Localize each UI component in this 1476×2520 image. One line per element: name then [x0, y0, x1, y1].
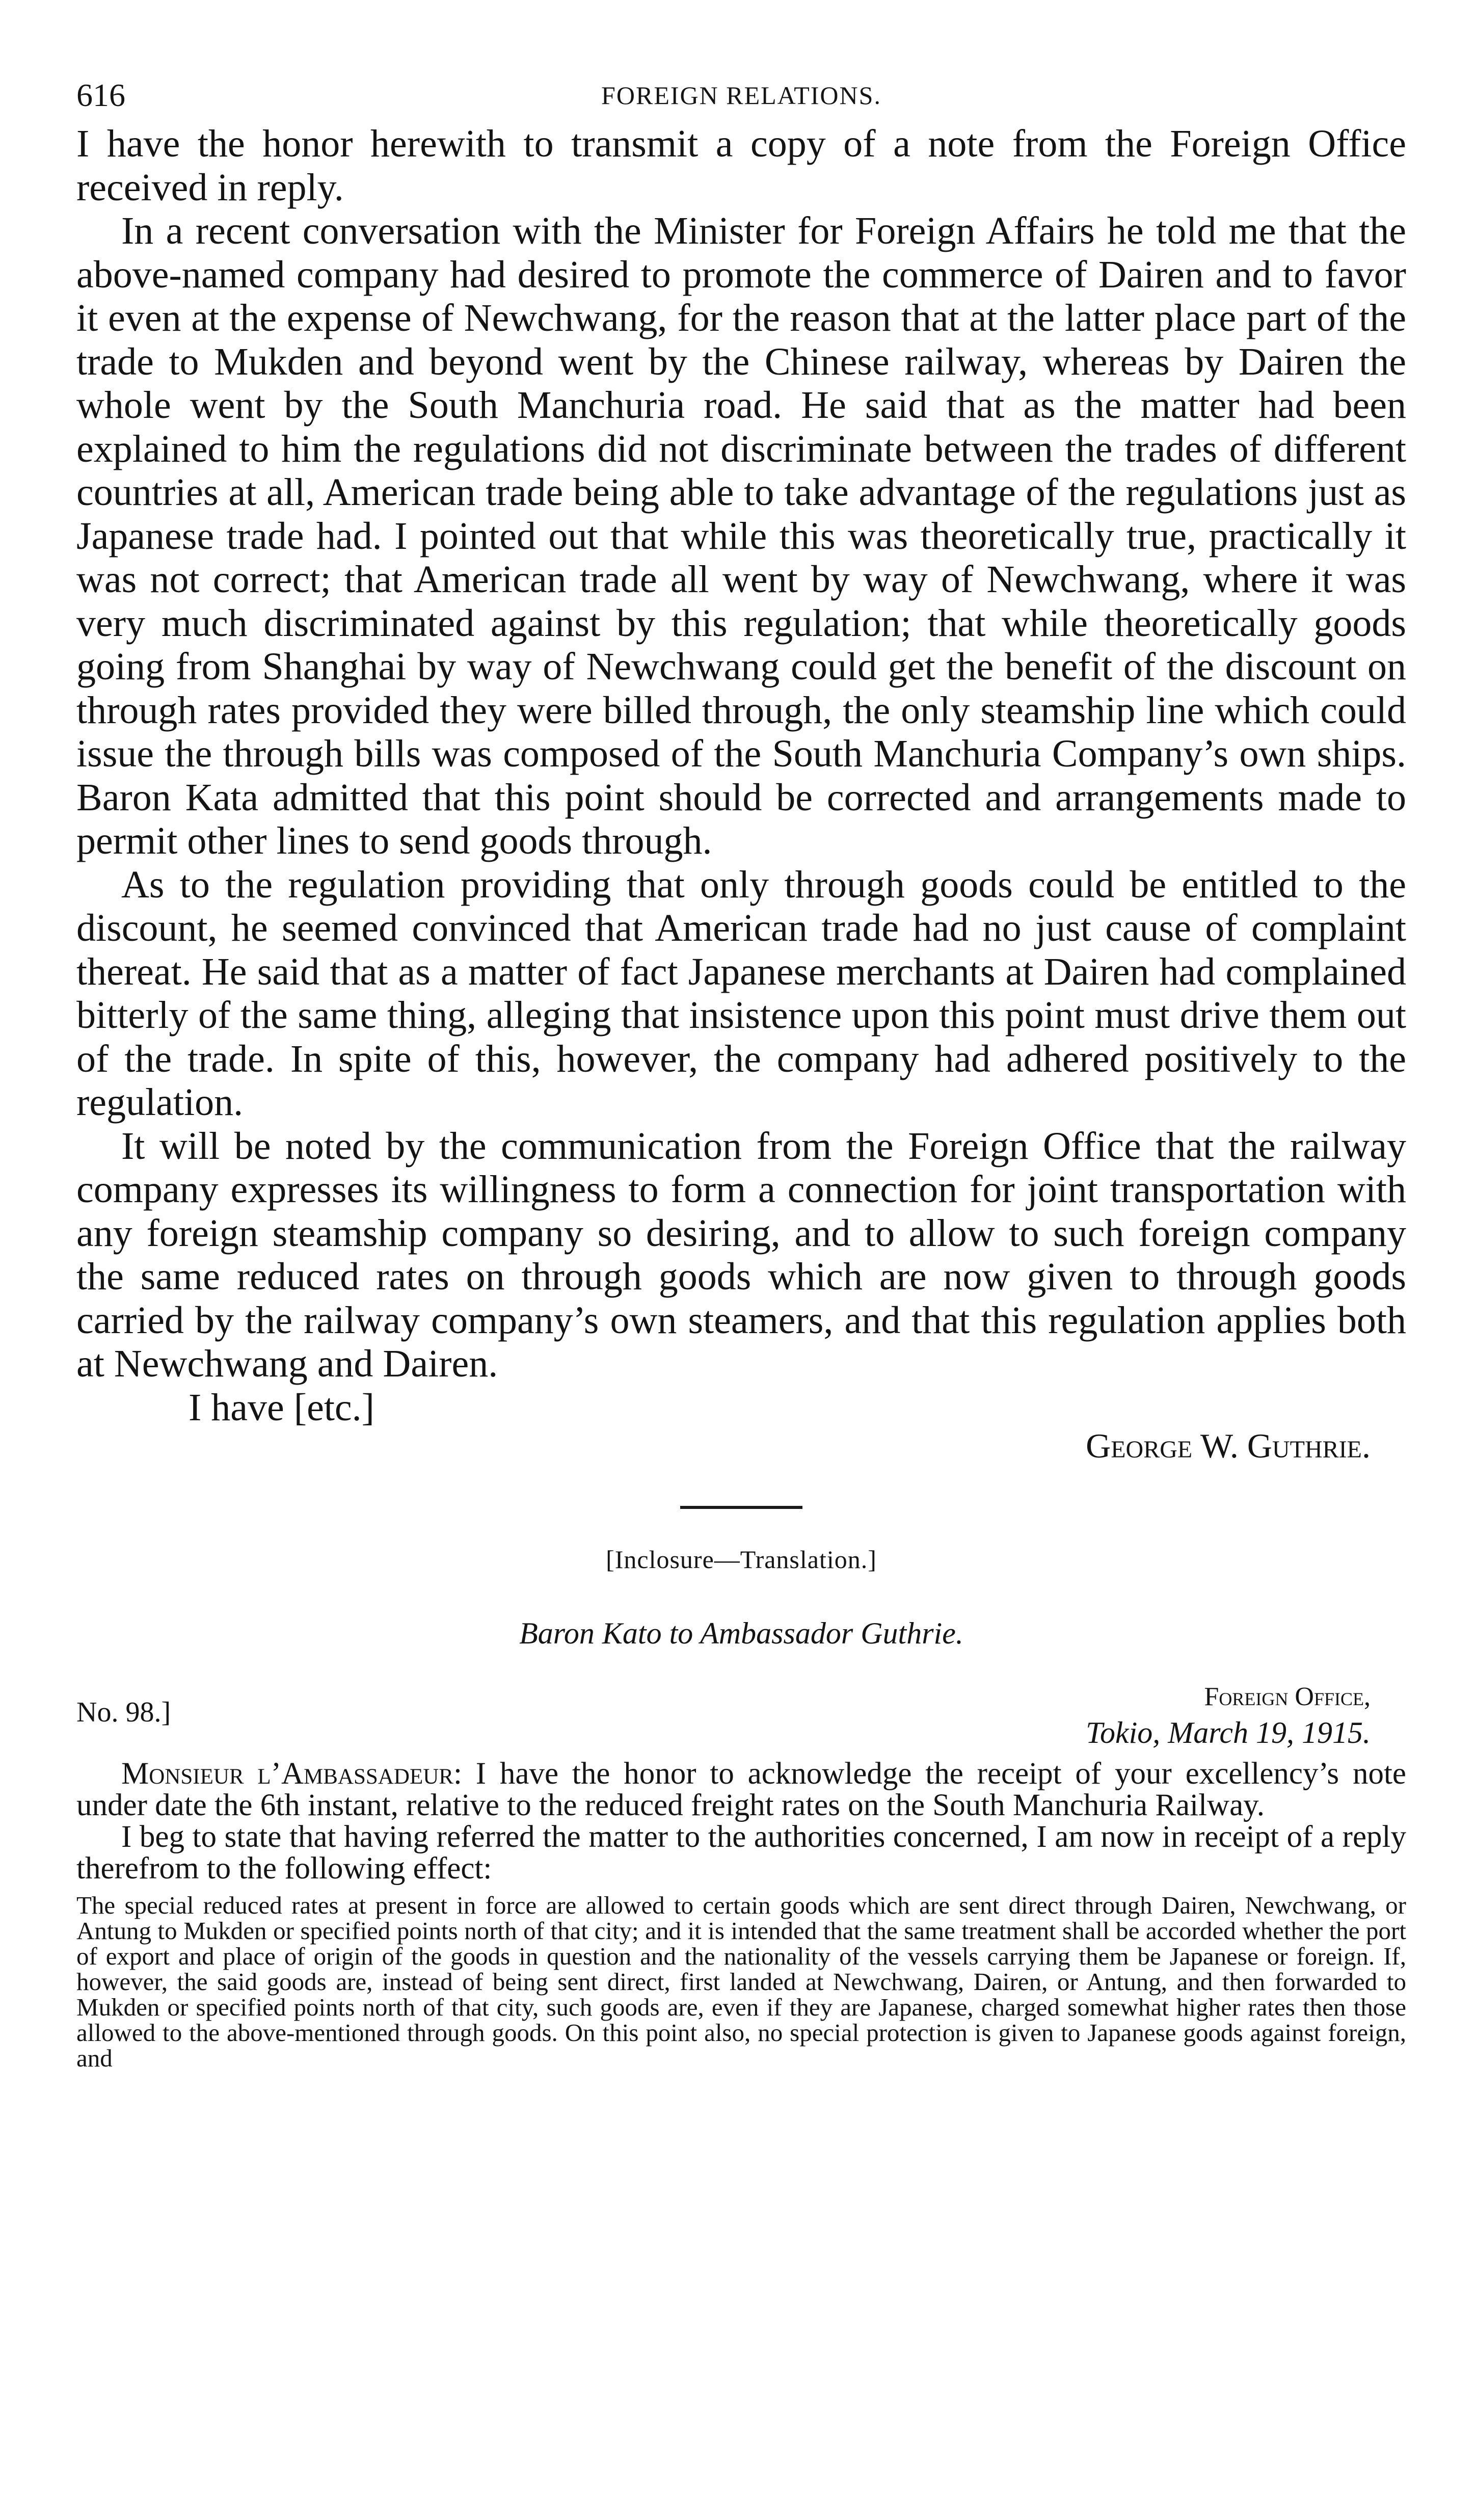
office-name: Foreign Office, [1204, 1682, 1371, 1711]
paragraph-regulation: As to the regulation providing that only through goods could be entitled to the discount, he seemed convinced that American trade had no just cause of complaint thereat. He said that as a matter of fact Japanese merchants at Dairen had complained bitterly of the same thing, alleging that insistence upon this point must drive them out of the trade. In spite of this, however, the company had adhered positively to the regulation. [76, 863, 1406, 1124]
closing-line: I have [etc.] [189, 1386, 374, 1429]
enclosure-paragraph-1 [76, 1758, 1406, 1821]
paragraph-transmittal: I have the honor herewith to transmit a copy of a note from the Foreign Office received in reply. [76, 122, 1406, 209]
paragraph-conversation: In a recent conversation with the Minister for Foreign Affairs he told me that the above-named company had desired to promote the commerce of Dairen and to favor it even at the expense of Newchwang, for the reason that at the latter place part of the trade to Mukden and beyond went by the Chinese railway, whereas by Dairen the whole went by the South Manchuria road. He said that as the matter had been explained to him the regulations did not discriminate between the trades of different countries at all, American trade being able to take advantage of the regulations just as Japanese trade had. I pointed out that while this was theoretically true, practically it was not correct; that American trade all went by way of Newchwang, where it was very much discriminated against by this regulation; that while theoretically goods going from Shanghai by way of Newchwang could get the benefit of the discount on through rates provided they were billed through, the only steamship line which could issue the through bills was composed of the South Manchuria Company’s own ships. Baron Kata admitted that this point should be corrected and arrangements made to permit other lines to send goods through. [76, 209, 1406, 862]
enclosure-title: Baron Kato to Ambassador Guthrie. [519, 1616, 963, 1650]
note-number: No. 98.] [76, 1696, 171, 1728]
enclosure-paragraph-1-text: I have the honor to acknowledge the receipt of your excellency’s note under date the 6th instant, relative to the reduced freight rates on the South Manchuria Railway. [76, 1757, 1407, 1822]
page-number: 616 [76, 77, 125, 113]
running-header [76, 76, 1406, 122]
running-title: FOREIGN RELATIONS. [601, 81, 881, 110]
section-divider [680, 1506, 802, 1509]
salutation: Monsieur l’Ambassadeur: [121, 1757, 462, 1791]
paragraph-communication: It will be noted by the communication from the Foreign Office that the railway company expresses its willingness to form a connection for joint transportation with any foreign steamship company so desiring, and to allow to such foreign company the same reduced rates on through goods which are now given to through goods carried by the railway company’s own steamers, and that this regulation applies both at Newchwang and Dairen. [76, 1124, 1406, 1385]
enclosure-body [76, 1758, 1406, 1885]
letter-body [76, 122, 1406, 1386]
extract-text: The special reduced rates at present in force are allowed to certain goods which are sent direct through Dairen, Newchwang, or Antung to Mukden or specified points north of that city; and it is intended that the same treatment shall be accorded whether the port of export and place of origin of the goods in question and the nationality of the vessels carrying them be Japanese or foreign. If, however, the said goods are, instead of being sent direct, first landed at Newchwang, Dairen, or Antung, and then forwarded to Mukden or specified points north of that city, such goods are, even if they are Japanese, charged somewhat higher rates then those allowed to the above-mentioned through goods. On this point also, no special protection is given to Japanese goods against foreign, and [76, 1891, 1406, 2072]
letter-date: Tokio, March 19, 1915. [1086, 1716, 1371, 1749]
enclosure-dateline [76, 1682, 1406, 1753]
document-page [76, 76, 1406, 2071]
enclosure-paragraph-2: I beg to state that having referred the matter to the authorities concerned, I am now in receipt of a reply therefrom to the following effect: [76, 1820, 1406, 1886]
enclosure-label: [Inclosure—Translation.] [606, 1545, 877, 1574]
signature: George W. Guthrie. [1086, 1426, 1371, 1465]
quoted-extract [76, 1893, 1406, 2071]
